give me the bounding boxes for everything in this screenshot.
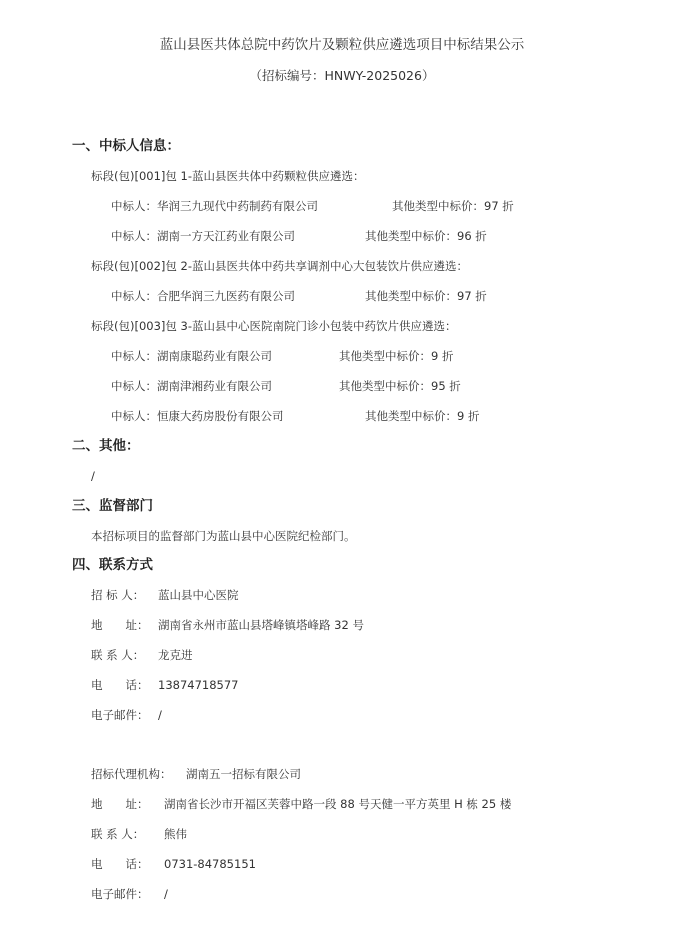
winner-name: 中标人：恒康大药房股份有限公司: [111, 409, 284, 423]
label: 电子邮件：: [91, 708, 149, 722]
label: 联 系 人：: [91, 827, 145, 841]
winner-name: 中标人：湖南康聪药业有限公司: [111, 349, 272, 363]
label: 电 话：: [91, 857, 149, 871]
section-other-heading: 二、其他：: [72, 438, 140, 454]
label: 地 址：: [91, 618, 149, 632]
label: 地 址：: [91, 797, 149, 811]
agency-phone: 0731-84785151: [164, 857, 256, 871]
tenderer-email: /: [158, 708, 162, 722]
agency-email: /: [164, 887, 168, 901]
other-text: /: [91, 469, 95, 483]
agency-address: 湖南省长沙市开福区芙蓉中路一段 88 号天健一平方英里 H 栋 25 楼: [164, 797, 512, 811]
supervision-text: 本招标项目的监督部门为蓝山县中心医院纪检部门。: [91, 529, 356, 543]
page-title: 蓝山县医共体总院中药饮片及颗粒供应遴选项目中标结果公示: [159, 37, 525, 53]
package-2-label: 标段(包)[002]包 2-蓝山县医共体中药共享调剂中心大包装饮片供应遴选：: [91, 259, 469, 273]
section-supervision-heading: 三、监督部门: [72, 498, 153, 514]
winner-price: 其他类型中标价：9 折: [365, 409, 480, 423]
package-1-label: 标段(包)[001]包 1-蓝山县医共体中药颗粒供应遴选：: [91, 169, 365, 183]
winner-price: 其他类型中标价：97 折: [392, 199, 514, 213]
winner-name: 中标人：华润三九现代中药制药有限公司: [111, 199, 318, 213]
section-contact-heading: 四、联系方式: [72, 557, 153, 573]
winner-name: 中标人：湖南一方天江药业有限公司: [111, 229, 295, 243]
label: 联 系 人：: [91, 648, 145, 662]
bid-number: （招标编号：HNWY-2025026）: [249, 68, 435, 83]
label: 电 话：: [91, 678, 149, 692]
winner-price: 其他类型中标价：96 折: [365, 229, 487, 243]
winner-name: 中标人：湖南津湘药业有限公司: [111, 379, 272, 393]
label: 招标代理机构：: [91, 767, 172, 781]
label: 电子邮件：: [91, 887, 149, 901]
winner-price: 其他类型中标价：97 折: [365, 289, 487, 303]
section-winners-heading: 一、中标人信息：: [72, 138, 180, 154]
tenderer-phone: 13874718577: [158, 678, 239, 692]
tenderer-address: 湖南省永州市蓝山县塔峰镇塔峰路 32 号: [158, 618, 364, 632]
tenderer-org: 蓝山县中心医院: [158, 588, 239, 602]
agency-contact: 熊伟: [164, 827, 187, 841]
winner-price: 其他类型中标价：9 折: [339, 349, 454, 363]
package-3-label: 标段(包)[003]包 3-蓝山县中心医院南院门诊小包装中药饮片供应遴选：: [91, 319, 457, 333]
tenderer-contact: 龙克进: [158, 648, 193, 662]
winner-name: 中标人：合肥华润三九医药有限公司: [111, 289, 295, 303]
label: 招 标 人：: [91, 588, 145, 602]
winner-price: 其他类型中标价：95 折: [339, 379, 461, 393]
agency-org: 湖南五一招标有限公司: [186, 767, 301, 781]
